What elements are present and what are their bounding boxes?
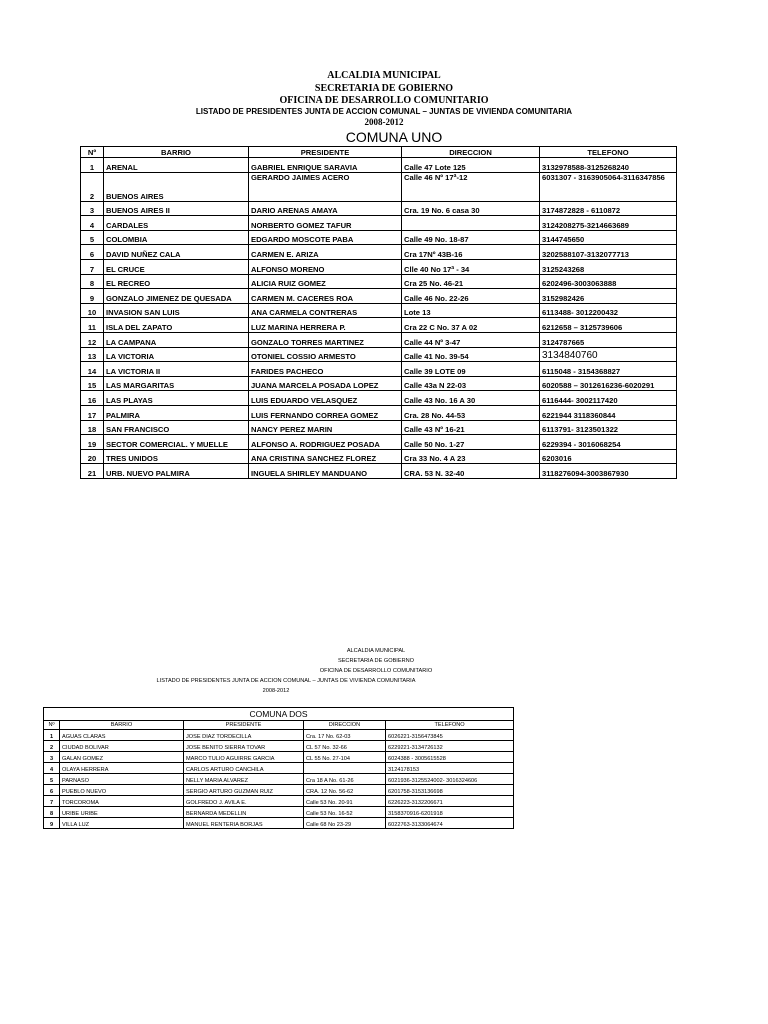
col-telefono: TELEFONO <box>386 721 514 730</box>
presidente-cell: ANA CARMELA CONTRERAS <box>249 303 402 318</box>
col-num: Nº <box>81 147 104 158</box>
presidente-cell: ALFONSO MORENO <box>249 259 402 274</box>
row-number: 14 <box>81 362 104 377</box>
presidente-cell: JOSE DIAZ TORDECILLA <box>184 730 304 741</box>
barrio-cell: PALMIRA <box>104 405 249 420</box>
table-row <box>44 796 514 807</box>
presidente-cell: CARMEN E. ARIZA <box>249 245 402 260</box>
presidente-cell: GOLFREDO J. AVILA E. <box>184 796 304 807</box>
telefono-cell: 6026221-3156473845 <box>386 730 514 741</box>
row-number: 6 <box>81 245 104 260</box>
row-number: 12 <box>81 332 104 347</box>
table-row <box>81 332 677 347</box>
barrio-cell: LAS PLAYAS <box>104 391 249 406</box>
direccion-cell: CRA. 53 N. 32-40 <box>402 464 540 479</box>
direccion-cell: Calle 46 No. 22-26 <box>402 289 540 304</box>
row-number: 4 <box>81 216 104 231</box>
direccion-cell: Calle 43 Nº 16-21 <box>402 420 540 435</box>
direccion-cell: Cra 22 C No. 37 A 02 <box>402 318 540 333</box>
table-row <box>81 464 677 479</box>
row-number: 16 <box>81 391 104 406</box>
comuna-uno-title: COMUNA UNO <box>345 129 443 145</box>
table-row <box>44 763 514 774</box>
barrio-cell: LA VICTORIA II <box>104 362 249 377</box>
barrio-cell: EL RECREO <box>104 274 249 289</box>
row-number: 11 <box>81 318 104 333</box>
col-direccion: DIRECCION <box>304 721 386 730</box>
barrio-cell: TORCOROMA <box>60 796 184 807</box>
header2-line5: 2008-2012 <box>262 688 290 694</box>
presidente-cell: CARMEN M. CACERES ROA <box>249 289 402 304</box>
row-number: 8 <box>44 807 60 818</box>
barrio-cell: ARENAL <box>104 158 249 173</box>
telefono-cell: 6202496-3003063888 <box>540 274 677 289</box>
telefono-cell: 6203016 <box>540 449 677 464</box>
table-row <box>81 391 677 406</box>
telefono-cell: 3118276094-3003867930 <box>540 464 677 479</box>
barrio-cell: EL CRUCE <box>104 259 249 274</box>
row-number: 5 <box>81 230 104 245</box>
barrio-cell: SAN FRANCISCO <box>104 420 249 435</box>
telefono-cell: 6201758-3153136698 <box>386 785 514 796</box>
barrio-cell: SECTOR COMERCIAL. Y MUELLE <box>104 435 249 450</box>
presidente-cell: JUANA MARCELA POSADA LOPEZ <box>249 376 402 391</box>
telefono-cell: 3124208275-3214663689 <box>540 216 677 231</box>
row-number: 17 <box>81 405 104 420</box>
presidente-cell: NORBERTO GOMEZ TAFUR <box>249 216 402 231</box>
barrio-cell: INVASION SAN LUIS <box>104 303 249 318</box>
row-number: 10 <box>81 303 104 318</box>
direccion-cell: CRA. 12 No. 56-62 <box>304 785 386 796</box>
barrio-cell: URIBE URIBE <box>60 807 184 818</box>
telefono-cell: 3152982426 <box>540 289 677 304</box>
telefono-cell: 6221944 3118360844 <box>540 405 677 420</box>
row-number: 3 <box>44 752 60 763</box>
presidente-cell: OTONIEL COSSIO ARMESTO <box>249 347 402 362</box>
presidente-cell: DARIO ARENAS AMAYA <box>249 201 402 216</box>
presidente-cell: MANUEL RENTERIA BORJAS <box>184 818 304 829</box>
table-row <box>81 230 677 245</box>
telefono-cell: 6116444- 3002117420 <box>540 391 677 406</box>
row-number: 3 <box>81 201 104 216</box>
table-row <box>44 752 514 763</box>
comuna-dos-title: COMUNA DOS <box>44 708 514 721</box>
direccion-cell: Cra 18 A No. 61-26 <box>304 774 386 785</box>
row-number: 2 <box>81 172 104 201</box>
header1-line2: SECRETARIA DE GOBIERNO <box>314 83 454 94</box>
table-row <box>81 158 677 173</box>
table-row <box>81 405 677 420</box>
barrio-cell: OLAYA HERRERA <box>60 763 184 774</box>
barrio-cell: CARDALES <box>104 216 249 231</box>
table-row <box>44 807 514 818</box>
row-number: 15 <box>81 376 104 391</box>
direccion-cell: Calle 50 No. 1-27 <box>402 435 540 450</box>
direccion-cell: Calle 46 Nº 17ª-12 <box>402 172 540 201</box>
col-barrio: BARRIO <box>104 147 249 158</box>
barrio-cell: CIUDAD BOLIVAR <box>60 741 184 752</box>
table-row <box>81 347 677 362</box>
table-row <box>81 172 677 201</box>
row-number: 2 <box>44 741 60 752</box>
telefono-cell: 3202588107-3132077713 <box>540 245 677 260</box>
presidente-cell: BERNARDA MEDELLIN <box>184 807 304 818</box>
row-number: 21 <box>81 464 104 479</box>
table-row <box>44 741 514 752</box>
row-number: 7 <box>44 796 60 807</box>
telefono-cell: 3132978588-3125268240 <box>540 158 677 173</box>
table-row <box>81 376 677 391</box>
col-telefono: TELEFONO <box>540 147 677 158</box>
direccion-cell: Clle 40 No 17ª - 34 <box>402 259 540 274</box>
direccion-cell: Cra. 17 No. 62-03 <box>304 730 386 741</box>
direccion-cell: Calle 47 Lote 125 <box>402 158 540 173</box>
telefono-cell: 3174872828 - 6110872 <box>540 201 677 216</box>
presidente-cell: ALFONSO A. RODRIGUEZ POSADA <box>249 435 402 450</box>
telefono-cell: 3124787665 <box>540 332 677 347</box>
presidente-cell: JOSE BENITO SIERRA TOVAR <box>184 741 304 752</box>
table-row <box>44 730 514 741</box>
row-number: 9 <box>81 289 104 304</box>
row-number: 7 <box>81 259 104 274</box>
direccion-cell: Cra 25 No. 46-21 <box>402 274 540 289</box>
table-header-row <box>81 147 677 158</box>
header2-line4: LISTADO DE PRESIDENTES JUNTA DE ACCION COMUNAL – JUNTAS DE VIVIENDA COMUNITARIA <box>156 678 416 684</box>
telefono-cell: 3124178153 <box>386 763 514 774</box>
row-number: 1 <box>44 730 60 741</box>
table-row <box>81 318 677 333</box>
direccion-cell: CL 57 No. 32-66 <box>304 741 386 752</box>
presidente-cell: ALICIA RUIZ GOMEZ <box>249 274 402 289</box>
row-number: 13 <box>81 347 104 362</box>
direccion-cell: Cra. 19 No. 6 casa 30 <box>402 201 540 216</box>
direccion-cell: Calle 43 No. 16 A 30 <box>402 391 540 406</box>
table-header-row <box>44 721 514 730</box>
table-row <box>81 362 677 377</box>
telefono-cell: 3125243268 <box>540 259 677 274</box>
barrio-cell: AGUAS CLARAS <box>60 730 184 741</box>
row-number: 1 <box>81 158 104 173</box>
row-number: 9 <box>44 818 60 829</box>
barrio-cell: DAVID NUÑEZ CALA <box>104 245 249 260</box>
table-row <box>44 785 514 796</box>
row-number: 4 <box>44 763 60 774</box>
direccion-cell: Lote 13 <box>402 303 540 318</box>
header2-line2: SECRETARIA DE GOBIERNO <box>337 658 415 664</box>
row-number: 20 <box>81 449 104 464</box>
table-row <box>44 818 514 829</box>
telefono-cell: 3144745650 <box>540 230 677 245</box>
table-row <box>81 435 677 450</box>
table-row <box>81 274 677 289</box>
telefono-cell: 6022763-3133064674 <box>386 818 514 829</box>
header1-line3: OFICINA DE DESARROLLO COMUNITARIO <box>279 95 489 106</box>
comuna-dos-table <box>43 707 514 829</box>
header1-line4: LISTADO DE PRESIDENTES JUNTA DE ACCION COMUNAL – JUNTAS DE VIVIENDA COMUNITARIA <box>195 107 573 116</box>
table-row <box>81 420 677 435</box>
barrio-cell: GALAN GOMEZ <box>60 752 184 763</box>
col-direccion: DIRECCION <box>402 147 540 158</box>
direccion-cell <box>304 763 386 774</box>
row-number: 18 <box>81 420 104 435</box>
presidente-cell: LUIS FERNANDO CORREA GOMEZ <box>249 405 402 420</box>
telefono-cell: 6226223-3132206671 <box>386 796 514 807</box>
telefono-cell: 6031307 - 3163905064-3116347856 <box>540 172 677 201</box>
header1-line5: 2008-2012 <box>364 117 404 127</box>
barrio-cell: COLOMBIA <box>104 230 249 245</box>
row-number: 19 <box>81 435 104 450</box>
col-barrio: BARRIO <box>60 721 184 730</box>
telefono-cell: 6024388 - 3005615528 <box>386 752 514 763</box>
presidente-cell: FARIDES PACHECO <box>249 362 402 377</box>
direccion-cell <box>402 216 540 231</box>
presidente-cell: INGUELA SHIRLEY MANDUANO <box>249 464 402 479</box>
barrio-cell: VILLA LUZ <box>60 818 184 829</box>
direccion-cell: Cra 17Nº 43B-16 <box>402 245 540 260</box>
table-row <box>81 201 677 216</box>
table-row <box>81 303 677 318</box>
row-number: 5 <box>44 774 60 785</box>
presidente-cell: LUZ MARINA HERRERA P. <box>249 318 402 333</box>
telefono-cell: 3134840760 <box>540 347 677 362</box>
table-row <box>81 216 677 231</box>
direccion-cell: Cra 33 No. 4 A 23 <box>402 449 540 464</box>
telefono-cell: 6229221-3134726132 <box>386 741 514 752</box>
table-row <box>81 245 677 260</box>
header1-line1: ALCALDIA MUNICIPAL <box>327 70 441 81</box>
telefono-cell: 6113791- 3123501322 <box>540 420 677 435</box>
row-number: 8 <box>81 274 104 289</box>
telefono-cell: 6020588 – 3012616236-6020291 <box>540 376 677 391</box>
direccion-cell: Cra. 28 No. 44-53 <box>402 405 540 420</box>
barrio-cell: BUENOS AIRES II <box>104 201 249 216</box>
presidente-cell: GERARDO JAIMES ACERO <box>249 172 402 201</box>
col-num: Nº <box>44 721 60 730</box>
presidente-cell: LUIS EDUARDO VELASQUEZ <box>249 391 402 406</box>
barrio-cell: ISLA DEL ZAPATO <box>104 318 249 333</box>
header2-line1: ALCALDIA MUNICIPAL <box>346 648 406 654</box>
presidente-cell: ANA CRISTINA SANCHEZ FLOREZ <box>249 449 402 464</box>
direccion-cell: Calle 39 LOTE 09 <box>402 362 540 377</box>
table-row <box>81 289 677 304</box>
presidente-cell: SERGIO ARTURO GUZMAN RUIZ <box>184 785 304 796</box>
telefono-cell: 6113488- 3012200432 <box>540 303 677 318</box>
table-row <box>81 449 677 464</box>
barrio-cell: BUENOS AIRES <box>104 172 249 201</box>
col-presidente: PRESIDENTE <box>249 147 402 158</box>
presidente-cell: GONZALO TORRES MARTINEZ <box>249 332 402 347</box>
comuna-uno-table <box>80 146 677 479</box>
telefono-cell: 6021936-3125524002- 3016324606 <box>386 774 514 785</box>
presidente-cell: GABRIEL ENRIQUE SARAVIA <box>249 158 402 173</box>
direccion-cell: Calle 43a N 22-03 <box>402 376 540 391</box>
direccion-cell: Calle 44 Nº 3-47 <box>402 332 540 347</box>
direccion-cell: Calle 68 No 23-29 <box>304 818 386 829</box>
telefono-cell: 6115048 - 3154368827 <box>540 362 677 377</box>
presidente-cell: NELLY MARIA ALVAREZ <box>184 774 304 785</box>
direccion-cell: Calle 53 No. 20-91 <box>304 796 386 807</box>
presidente-cell: NANCY PEREZ MARIN <box>249 420 402 435</box>
barrio-cell: LAS MARGARITAS <box>104 376 249 391</box>
barrio-cell: PARNASO <box>60 774 184 785</box>
presidente-cell: CARLOS ARTURO CANCHILA <box>184 763 304 774</box>
table-row <box>44 774 514 785</box>
barrio-cell: PUEBLO NUEVO <box>60 785 184 796</box>
barrio-cell: URB. NUEVO PALMIRA <box>104 464 249 479</box>
header2-line3: OFICINA DE DESARROLLO COMUNITARIO <box>319 668 433 674</box>
presidente-cell: EDGARDO MOSCOTE PABA <box>249 230 402 245</box>
barrio-cell: GONZALO JIMENEZ DE QUESADA <box>104 289 249 304</box>
telefono-cell: 6229394 - 3016068254 <box>540 435 677 450</box>
direccion-cell: CL 55 No. 27-104 <box>304 752 386 763</box>
table-row <box>81 259 677 274</box>
barrio-cell: TRES UNIDOS <box>104 449 249 464</box>
row-number: 6 <box>44 785 60 796</box>
presidente-cell: MARCO TULIO AGUIRRE GARCIA <box>184 752 304 763</box>
direccion-cell: Calle 41 No. 39-54 <box>402 347 540 362</box>
barrio-cell: LA VICTORIA <box>104 347 249 362</box>
col-presidente: PRESIDENTE <box>184 721 304 730</box>
direccion-cell: Calle 53 No. 16-52 <box>304 807 386 818</box>
telefono-cell: 3158370916-6201918 <box>386 807 514 818</box>
barrio-cell: LA CAMPANA <box>104 332 249 347</box>
telefono-cell: 6212658 – 3125739606 <box>540 318 677 333</box>
direccion-cell: Calle 49 No. 18-87 <box>402 230 540 245</box>
